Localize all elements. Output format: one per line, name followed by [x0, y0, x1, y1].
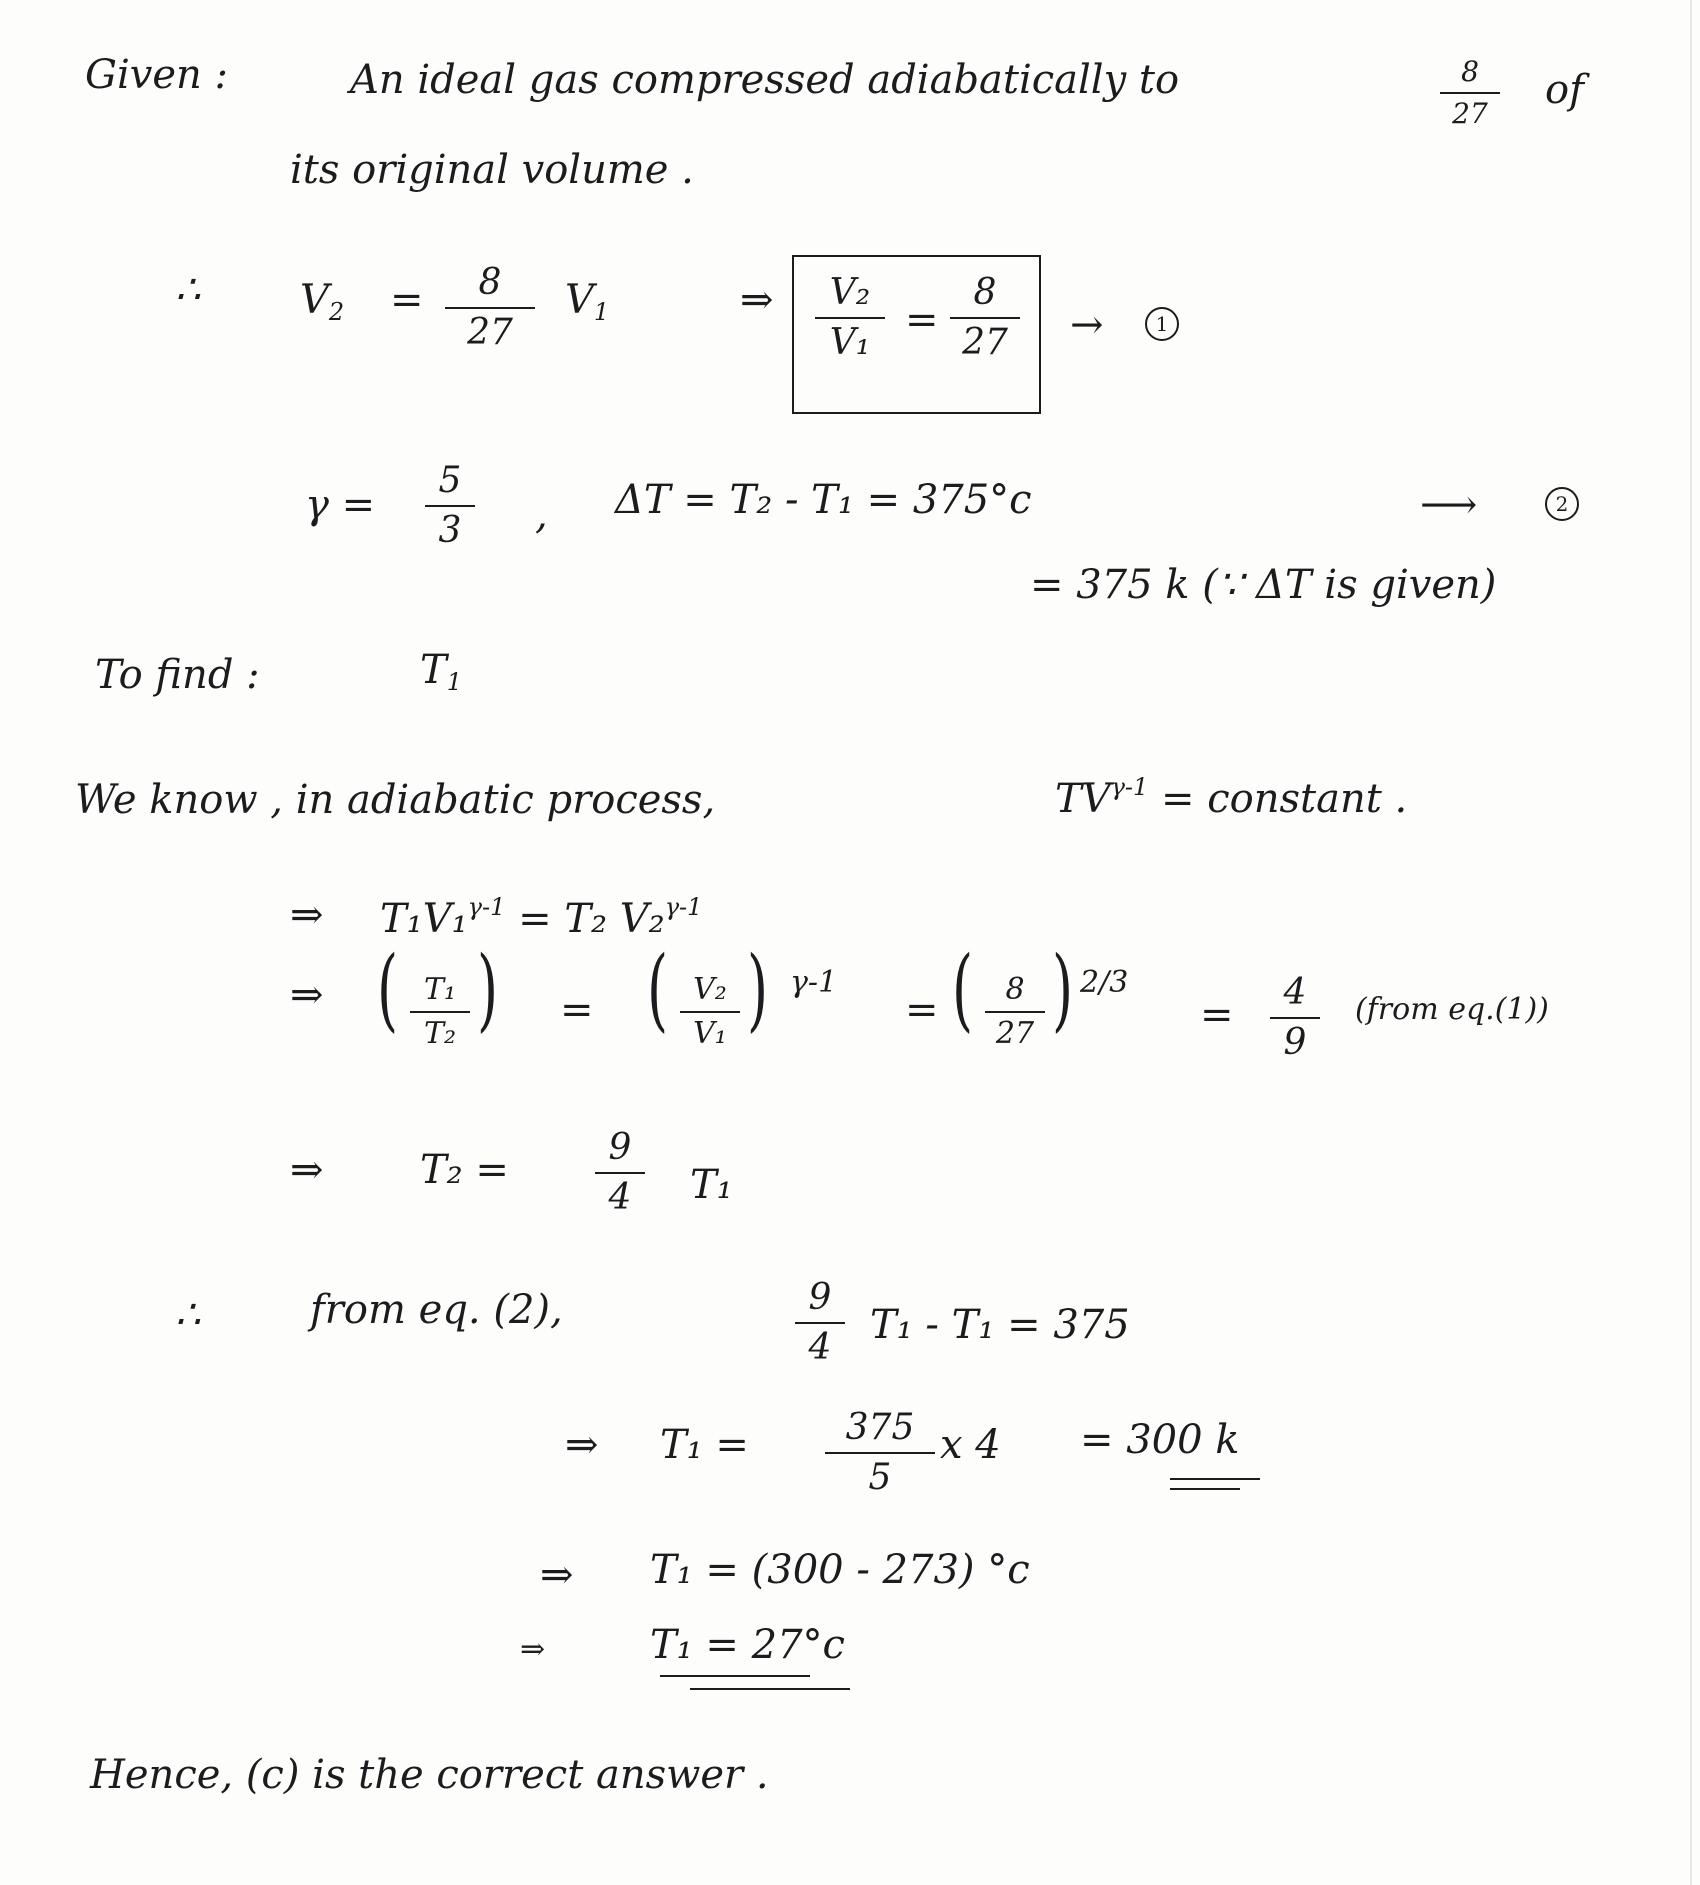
- given-fraction-numerator: 8: [1461, 55, 1479, 88]
- equals-sign: =: [390, 277, 424, 323]
- volume-ratio: [680, 972, 740, 1051]
- nine-fourths: [595, 1127, 645, 1218]
- to-find-subscript: 1: [446, 668, 462, 697]
- equals-sign: =: [560, 987, 594, 1033]
- gamma-numerator: 5: [438, 460, 462, 501]
- to-find-letter: T: [420, 647, 447, 693]
- volume-fraction-denominator: 27: [467, 312, 513, 353]
- close-paren: ): [477, 937, 499, 1042]
- close-paren: ): [1052, 937, 1074, 1042]
- t1-lhs: T₁ =: [660, 1422, 749, 1468]
- boxed-rhs-denominator: 27: [962, 322, 1008, 363]
- gamma-minus-one-exponent: γ-1: [790, 965, 838, 1000]
- gamma-denominator: 3: [438, 510, 462, 551]
- equation-number-2: 2: [1545, 487, 1579, 521]
- fraction-denominator: 9: [1283, 1022, 1307, 1063]
- long-right-arrow: ⟶: [1420, 482, 1478, 528]
- fraction-bar: [595, 1172, 645, 1174]
- equation-number-1: 1: [1145, 307, 1179, 341]
- given-fraction: [1440, 55, 1500, 130]
- times-four: x 4: [940, 1422, 1001, 1468]
- right-arrow: →: [1070, 302, 1104, 348]
- four-ninths: [1270, 972, 1320, 1063]
- volume-fraction: [445, 262, 535, 353]
- v1-subscript: 1: [593, 298, 610, 327]
- equals-sign: =: [905, 987, 939, 1033]
- given-fraction-denominator: 27: [1452, 97, 1488, 130]
- open-paren: (: [952, 937, 974, 1042]
- fraction-bar: [1440, 92, 1500, 94]
- t2v2: = T₂ V₂: [518, 895, 665, 942]
- we-know-text: We know , in adiabatic process,: [75, 777, 716, 823]
- given-text-line2: its original volume .: [290, 147, 694, 193]
- adiabatic-law-tv: TV: [1055, 775, 1111, 822]
- boxed-lhs-denominator: V₁: [829, 322, 871, 363]
- therefore-symbol: ∴: [175, 267, 201, 313]
- fraction-denominator: 4: [808, 1327, 832, 1368]
- boxed-rhs-fraction: [950, 272, 1020, 363]
- from-eq-1-note: (from eq.(1)): [1355, 992, 1549, 1027]
- implies-symbol: ⇒: [540, 1552, 574, 1598]
- temperature-ratio: [410, 972, 470, 1051]
- answer-underline: [660, 1675, 810, 1677]
- derivation-line-1: [380, 893, 703, 942]
- implies-symbol: ⇒: [565, 1422, 599, 1468]
- v1-letter: V: [565, 277, 594, 323]
- volume-ratio-numerator: V₂: [693, 972, 727, 1007]
- celsius-conversion: T₁ = (300 - 273) °c: [650, 1547, 1030, 1593]
- boxed-lhs-numerator: V₂: [829, 272, 871, 313]
- to-find-value: [420, 647, 462, 697]
- fraction-numerator: 9: [608, 1127, 632, 1168]
- close-paren: ): [747, 937, 769, 1042]
- exponent-2: γ-1: [664, 893, 703, 921]
- implies-symbol: ⇒: [290, 972, 324, 1018]
- implies-symbol: ⇒: [740, 277, 774, 323]
- adiabatic-law-constant: = constant .: [1161, 775, 1408, 822]
- result-underline: [1170, 1488, 1240, 1490]
- to-find-label: To find :: [95, 652, 260, 698]
- t2-lhs: T₂ =: [420, 1147, 509, 1193]
- delta-t-equation: ΔT = T₂ - T₁ = 375°c: [615, 477, 1032, 523]
- implies-symbol: ⇒: [290, 892, 324, 938]
- fraction-denominator: 27: [995, 1016, 1035, 1051]
- v2-subscript: 2: [328, 298, 345, 327]
- from-eq-2-label: from eq. (2),: [310, 1287, 563, 1333]
- t1-fraction-denominator: 5: [868, 1457, 892, 1498]
- delta-t-kelvin: = 375 k (∵ ΔT is given): [1030, 562, 1497, 608]
- fraction-bar: [425, 505, 475, 507]
- fraction-bar: [825, 1452, 935, 1454]
- given-label: Given :: [85, 52, 228, 98]
- fraction-bar: [1270, 1017, 1320, 1019]
- v1-rhs: [565, 277, 610, 327]
- conclusion: Hence, (c) is the correct answer .: [90, 1752, 769, 1798]
- fraction-numerator: 9: [808, 1277, 832, 1318]
- exponent-1: γ-1: [467, 893, 506, 921]
- therefore-symbol: ∴: [175, 1292, 201, 1338]
- v2-lhs: [300, 277, 345, 327]
- equals-sign: =: [1200, 992, 1234, 1038]
- fraction-bar: [795, 1322, 845, 1324]
- t1-kelvin-result: = 300 k: [1080, 1417, 1240, 1463]
- fraction-bar: [445, 307, 535, 309]
- fraction-bar: [815, 317, 885, 319]
- fraction-numerator: 4: [1283, 972, 1307, 1013]
- page-edge: [1690, 0, 1692, 1885]
- fraction-bar: [985, 1011, 1045, 1013]
- eight-over-twentyseven: [985, 972, 1045, 1051]
- fraction-denominator: 4: [608, 1177, 632, 1218]
- boxed-lhs-fraction: [815, 272, 885, 363]
- fraction-bar: [680, 1011, 740, 1013]
- implies-symbol: ⇒: [290, 1147, 324, 1193]
- gamma-fraction: [425, 460, 475, 551]
- two-thirds-exponent: 2/3: [1080, 965, 1129, 1000]
- answer-underline: [690, 1688, 850, 1690]
- implies-symbol: ⇒: [520, 1632, 546, 1667]
- open-paren: (: [377, 937, 399, 1042]
- result-underline: [1170, 1478, 1260, 1480]
- volume-ratio-denominator: V₁: [693, 1016, 727, 1051]
- fraction-numerator: 8: [1005, 972, 1025, 1007]
- adiabatic-law-exponent: γ-1: [1110, 773, 1149, 801]
- nine-fourths: [795, 1277, 845, 1368]
- t1-fraction-numerator: 375: [845, 1407, 915, 1448]
- t1-fraction: [825, 1407, 935, 1498]
- v2-letter: V: [300, 277, 329, 323]
- temperature-ratio-numerator: T₁: [423, 972, 457, 1007]
- t1-difference-equation: T₁ - T₁ = 375: [870, 1302, 1130, 1348]
- given-of: of: [1545, 67, 1584, 113]
- volume-fraction-numerator: 8: [478, 262, 502, 303]
- t1v1: T₁V₁: [380, 895, 468, 942]
- adiabatic-law: [1055, 773, 1408, 822]
- fraction-bar: [950, 317, 1020, 319]
- given-text-line1: An ideal gas compressed adiabatically to: [350, 57, 1180, 103]
- t1-rhs: T₁: [690, 1162, 733, 1208]
- comma: ,: [535, 492, 548, 538]
- boxed-rhs-numerator: 8: [973, 272, 997, 313]
- gamma-label: γ =: [305, 482, 376, 528]
- fraction-bar: [410, 1011, 470, 1013]
- final-answer: T₁ = 27°c: [650, 1622, 845, 1668]
- open-paren: (: [647, 937, 669, 1042]
- boxed-equals: =: [905, 297, 939, 343]
- temperature-ratio-denominator: T₂: [423, 1016, 457, 1051]
